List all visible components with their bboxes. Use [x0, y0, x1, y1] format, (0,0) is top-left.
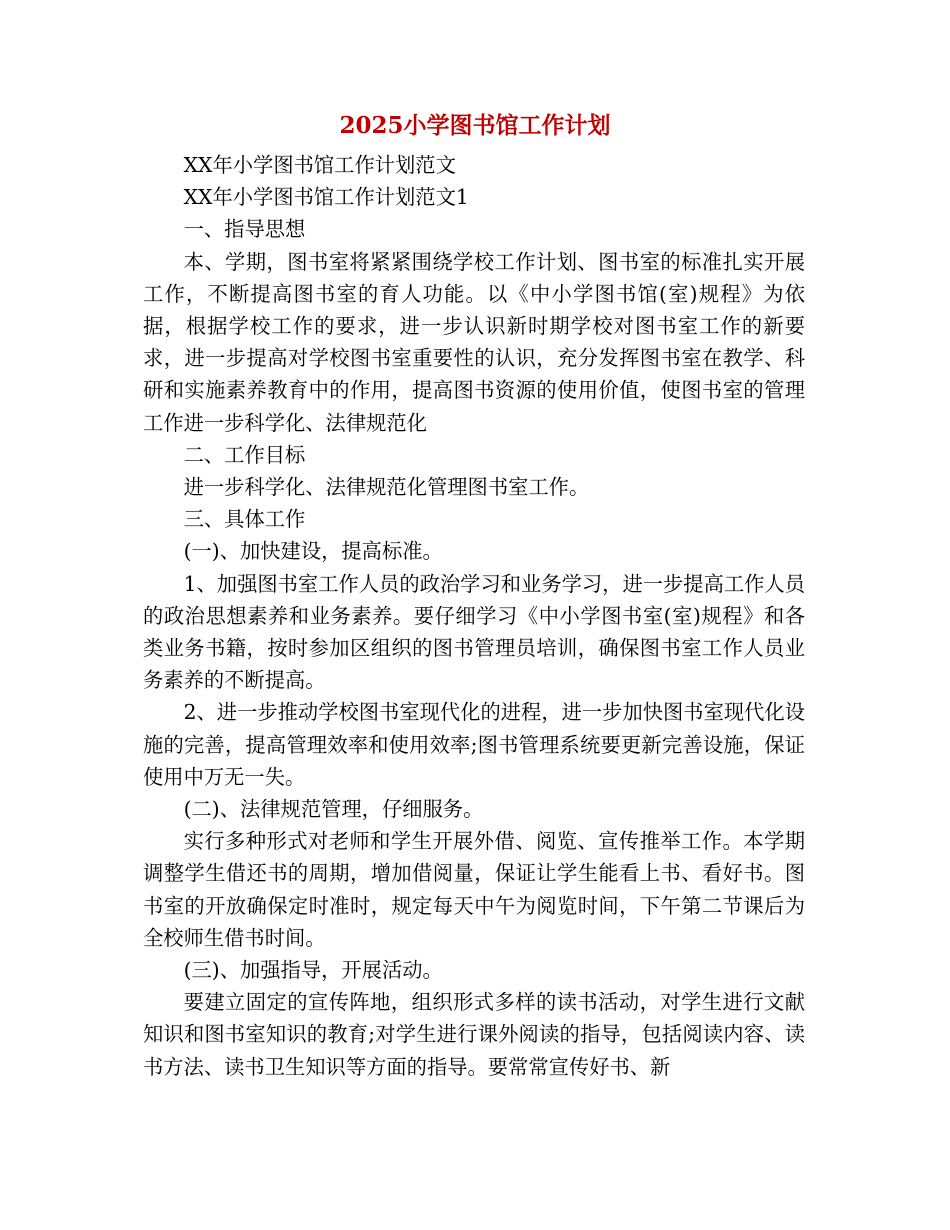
paragraph: 本、学期，图书室将紧紧围绕学校工作计划、图书室的标准扎实开展工作，不断提高图书室的育人功能。以《中小学图书馆(室)规程》为依据，根据学校工作的要求，进一步认识新时期学校对图书室工作的新要求，进一步提高对学校图书室重要性的认识，充分发挥图书室在教学、科研和实施素养教育中的作用，提高图书资源的使用价值，使图书室的管理工作进一步科学化、法律规范化	[143, 249, 805, 435]
section-heading: 三、具体工作	[183, 507, 306, 532]
paragraph: 实行多种形式对老师和学生开展外借、阅览、宣传推举工作。本学期调整学生借还书的周期，增加借阅量，保证让学生能看上书、看好书。图书室的开放确保定时准时，规定每天中午为阅览时间，下午第二节课后为全校师生借书时间。	[143, 829, 805, 950]
paragraph: XX年小学图书馆工作计划范文1	[183, 185, 469, 210]
subsection-heading: (二)、法律规范管理，仔细服务。	[183, 797, 484, 822]
paragraph: 1、加强图书室工作人员的政治学习和业务学习，进一步提高工作人员的政治思想素养和业务素养。要仔细学习《中小学图书室(室)规程》和各类业务书籍，按时参加区组织的图书管理员培训，确保图书室工作人员业务素养的不断提高。	[143, 571, 805, 693]
section-heading: 二、工作目标	[183, 442, 306, 467]
paragraph: 进一步科学化、法律规范化管理图书室工作。	[183, 475, 590, 500]
document-body	[143, 149, 805, 1083]
section-heading: 一、指导思想	[183, 217, 306, 242]
subsection-heading: (一)、加快建设，提高标准。	[183, 539, 443, 564]
subsection-heading: (三)、加强指导，开展活动。	[183, 958, 443, 983]
paragraph: 2、进一步推动学校图书室现代化的进程，进一步加快图书室现代化设施的完善，提高管理效率和使用效率;图书管理系统要更新完善设施，保证使用中万无一失。	[143, 700, 805, 789]
document-title: 2025小学图书馆工作计划	[339, 112, 611, 139]
paragraph: 要建立固定的宣传阵地，组织形式多样的读书活动，对学生进行文献知识和图书室知识的教育;对学生进行课外阅读的指导，包括阅读内容、读书方法、读书卫生知识等方面的指导。要常常宣传好书、新	[143, 990, 805, 1079]
paragraph: XX年小学图书馆工作计划范文	[183, 153, 456, 177]
